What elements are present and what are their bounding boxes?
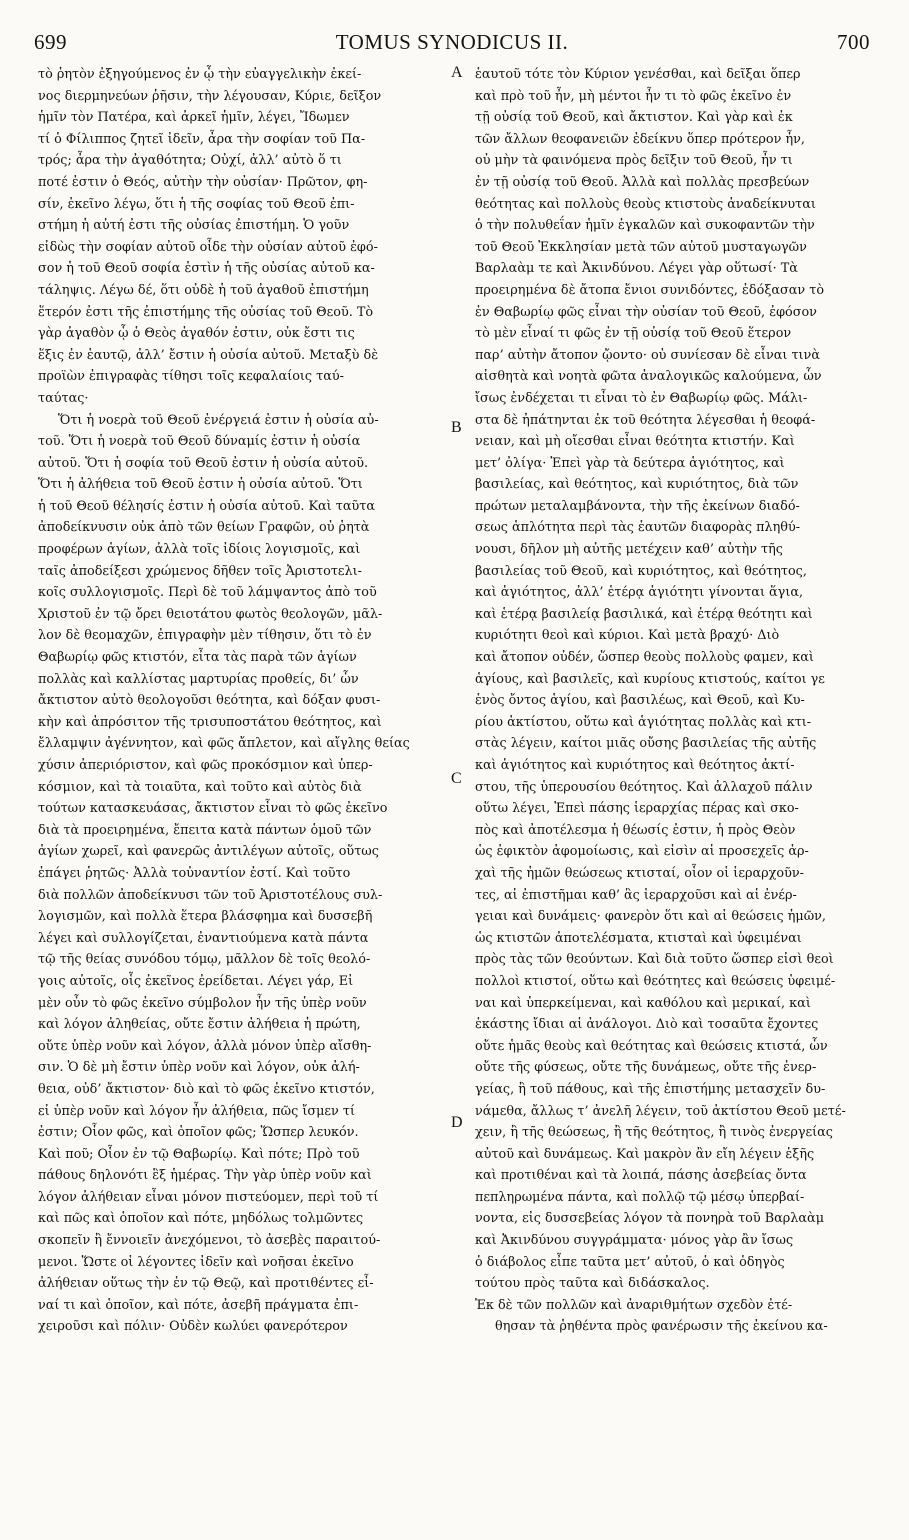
text-line: καὶ προτιθέναι καὶ τὰ λοιπά, πάσης ἀσεβείας ὄντα [475, 1168, 807, 1184]
text-line: ἔλλαμψιν ἀγέννητον, καὶ φῶς ἄπλετον, καὶ αἴγλης θείας [38, 736, 410, 752]
text-line: μετ’ ὀλίγα· Ἐπεὶ γὰρ τὰ δεύτερα ἁγιότητος, καὶ [475, 455, 785, 471]
text-line: προϊὼν ἐπιγραφὰς τίθησι τοῖς κεφαλαίοις ταύ- [38, 369, 344, 385]
text-line: ἁγίους, καὶ βασιλεῖς, καὶ κυρίους κτιστούς, καίτοι γε [475, 671, 825, 687]
text-line: ἁγίων χωρεῖ, καὶ φανερῶς ἀντιλέγων αὐτοῖς, οὕτως [38, 844, 379, 860]
text-line: τῷ τῆς θείας συνόδου τόμῳ, μᾶλλον δὲ τοῖς θεολό- [38, 952, 371, 968]
text-line: προειρημένα δὲ ἄτοπα ἔνιοι συνιδόντες, ἐδόξασαν τὸ [475, 282, 825, 298]
text-line: πολλὰς καὶ καλλίστας μαρτυρίας προθείς, δι’ ὧν [38, 671, 359, 687]
text-line: οὔτε τῆς φύσεως, οὔτε τῆς δυνάμεως, οὔτε τῆς ἐνερ- [475, 1060, 817, 1076]
text-line: καὶ πῶς καὶ ὁποῖον καὶ πότε, μηδόλως τολμῶντες [38, 1211, 364, 1227]
text-line: ἴσως ἐνδέχεται τι εἶναι τὸ ἐν Θαβωρίῳ φῶς. Μάλι- [475, 390, 808, 406]
text-line: ναι καὶ ὑπερκείμεναι, καὶ καθόλου καὶ μερικαί, καὶ [475, 995, 811, 1011]
text-line: γείας, ἢ τοῦ πάθους, καὶ τῆς ἐπιστήμης μετασχεῖν δυ- [475, 1081, 826, 1097]
text-line: καὶ ἁγιότητος καὶ κυριότητος καὶ θεότητος ἀκτί- [475, 758, 795, 773]
text-line: βασιλείας τοῦ Θεοῦ, καὶ κυριότητος, καὶ θεότητος, [475, 563, 807, 579]
text-line: ἀποδείκνυσιν οὐκ ἀπὸ τῶν θείων Γραφῶν, οὐ ῥητὰ [38, 520, 370, 536]
text-line: τί ὁ Φίλιππος ζητεῖ ἰδεῖν, ἆρα τὴν σοφίαν τοῦ Πα- [38, 131, 366, 147]
text-line: τρός; ἆρα τὴν ἀγαθότητα; Οὐχί, ἀλλ’ αὐτὸ ὅ τι [38, 153, 342, 169]
text-line: αἰσθητὰ καὶ νοητὰ φῶτα ἀναλογικῶς καλούμενα, ὧν [475, 369, 822, 385]
right-column [475, 64, 875, 1338]
text-line: ἀλήθειαν οὕτως τὴν ἐν τῷ Θεῷ, καὶ προτιθέντες εἶ- [38, 1276, 374, 1292]
text-line: Ὅτι ἡ ἀλήθεια τοῦ Θεοῦ ἐστιν ἡ οὐσία αὐτοῦ. Ὅτι [38, 477, 363, 493]
text-line: νειαν, καὶ μὴ οἴεσθαι εἶναι θεότητα κτιστήν. Καὶ [475, 434, 795, 450]
text-line: χαὶ τῆς ἡμῶν θεώσεως κτισταί, οἷον οἱ ἱεραρχοῦν- [475, 865, 804, 881]
text-line: ὁ τὴν πολυθεΐαν ἡμῖν ἐγκαλῶν καὶ συκοφαντῶν τὴν [475, 218, 815, 234]
text-line: ἐπάγει ῥητῶς· Ἀλλὰ τοὐναντίον ἐστί. Καὶ τοῦτο [38, 865, 351, 881]
text-line: ἐστιν; Οἷον φῶς, καὶ ὁποῖον φῶς; Ὥσπερ λευκόν. [38, 1125, 359, 1141]
text-line: χειροῦσι καὶ πόλιν· Οὐδὲν κωλύει φανερότερον [38, 1319, 348, 1335]
text-line: τούτων κατασκευάσας, ἄκτιστον εἶναι τὸ φῶς ἐκεῖνο [38, 801, 388, 817]
text-line: πολλοὶ κτιστοί, οὕτω καὶ θεότητες καὶ θεώσεις ὑφειμέ- [475, 973, 836, 989]
text-line: πὸς καὶ ἀποτέλεσμα ἡ θέωσίς ἐστιν, ἡ πρὸς Θεὸν [475, 822, 796, 838]
text-line: σίν, ἐκεῖνο λέγω, ὅτι ἡ τῆς σοφίας τοῦ Θεοῦ ἐπι- [38, 196, 355, 212]
text-line: ναί τι καὶ ὁποῖον, καὶ πότε, ἀσεβῆ πράγματα ἐπι- [38, 1297, 359, 1313]
text-line: οὔτε ἡμᾶς θεοὺς καὶ θεότητας καὶ θεώσεις κτιστά, ὧν [475, 1038, 828, 1054]
text-line: κὴν καὶ ἀπρόσιτον τῆς τρισυποστάτου θεότητος, καὶ [38, 714, 382, 730]
text-line: εἰ ὑπὲρ νοῦν καὶ λόγον ἦν ἀλήθεια, πῶς ἴσμεν τί [38, 1103, 355, 1119]
text-line: νοντα, εἰς δυσσεβείας λόγον τὰ πονηρὰ τοῦ Βαρλαὰμ [475, 1211, 825, 1227]
text-line: Καὶ ποῦ; Οἷον ἐν τῷ Θαβωρίῳ. Καὶ πότε; Πρὸ τοῦ [38, 1146, 360, 1162]
text-line: στα δὲ ἠπάτηνται ἐκ τοῦ θεότητα λέγεσθαι ἡ θεοφά- [475, 412, 816, 428]
text-line: Ὅτι ἡ νοερὰ τοῦ Θεοῦ ἐνέργειά ἐστιν ἡ οὐσία αὐ- [58, 412, 379, 428]
text-line: διὰ πολλῶν ἀποδείκνυσι τῶν τοῦ Ἀριστοτέλους συλ- [38, 887, 383, 903]
text-line: ἄκτιστον αὐτὸ θεολογοῦσι θεότητα, καὶ δόξαν φυσι- [38, 693, 381, 709]
text-line: στου, τῆς ὑπερουσίου θεότητος. Καὶ ἀλλαχοῦ πάλιν [475, 779, 813, 795]
text-line: τοῦ. Ὅτι ἡ νοερὰ τοῦ Θεοῦ δύναμίς ἐστιν ἡ οὐσία [38, 434, 361, 450]
text-line: τες, αἱ ἐπιστῆμαι καθ’ ἃς ἱεραρχοῦσι καὶ αἱ ἐνέρ- [475, 887, 797, 903]
text-line: ἡμῖν τὸν Πατέρα, καὶ ἀρκεῖ ἡμῖν, λέγει, Ἴδωμεν [38, 110, 350, 126]
text-line: βασιλείας, καὶ θεότητος, καὶ κυριότητος, διὰ τῶν [475, 477, 799, 493]
text-line: ἐν Θαβωρίῳ φῶς εἶναι τὴν οὐσίαν τοῦ Θεοῦ, ἐφόσον [475, 304, 817, 320]
text-line: στήμη ἡ αὐτή ἐστι τῆς οὐσίας ἐπιστήμη. Ὁ γοῦν [38, 218, 350, 234]
text-line: αὐτοῦ καὶ δυνάμεως. Καὶ μακρὸν ἂν εἴη λέγειν ἑξῆς [475, 1146, 815, 1162]
text-line: σιν. Ὁ δὲ μὴ ἔστιν ὑπὲρ νοῦν καὶ λόγον, οὐκ ἀλή- [38, 1060, 360, 1076]
text-line: γὰρ ἀγαθὸν ᾧ ὁ Θεὸς ἀγαθόν ἐστιν, οὐκ ἔστι τις [38, 326, 355, 342]
text-line: αὐτοῦ. Ὅτι ἡ σοφία τοῦ Θεοῦ ἐστιν ἡ οὐσία αὐτοῦ. [38, 455, 369, 471]
text-line: ὁ διάβολος εἶπε ταῦτα μετ’ αὐτοῦ, ὁ καὶ ὁδηγὸς [475, 1254, 785, 1270]
text-line: προφέρων ἁγίων, ἀλλὰ τοῖς ἰδίοις λογισμοῖς, καὶ [38, 542, 361, 558]
text-line: σον ἡ τοῦ Θεοῦ σοφία ἐστὶν ἡ τῆς οὐσίας αὐτοῦ κα- [38, 261, 375, 277]
text-line: ὡς ἐφικτὸν ἀφομοίωσις, καὶ εἰσὶν αἱ προσεχεῖς ἀρ- [475, 844, 809, 860]
text-line: πρὸς τὰς τῶν θεούντων. Καὶ διὰ τοῦτο ὥσπερ εἰσὶ θεοὶ [475, 952, 834, 968]
text-line: Χριστοῦ ἐν τῷ ὄρει θειοτάτου φωτὸς θεολογῶν, μᾶλ- [38, 606, 383, 622]
text-line: Βαρλαὰμ τε καὶ Ἀκινδύνου. Λέγει γὰρ οὕτωσί· Τὰ [475, 261, 798, 277]
text-line: κόσμιον, καὶ τὰ τοιαῦτα, καὶ τοῦτο καὶ αὐτὸς διὰ [38, 779, 362, 795]
text-line: παρ’ αὐτὴν ἄτοπον ᾤοντο· οὐ συνίεσαν δὲ εἶναι τινὰ [475, 347, 820, 363]
text-line: νουσι, δῆλον μὴ αὐτῆς μετέχειν καθ’ αὑτὴν τῆς [475, 542, 783, 558]
running-title: TOMUS SYNODICUS II. [335, 30, 569, 54]
text-line: σεως ἁπλότητα περὶ τὰς ἑαυτῶν διαφορὰς πληθύ- [475, 520, 801, 536]
margin-marker-b: B [451, 419, 462, 436]
text-line: πεπληρωμένα πάντα, καὶ πολλῷ τῷ μέσῳ ὑπερβαί- [475, 1189, 805, 1205]
text-line: κοῖς συλλογισμοῖς. Περὶ δὲ τοῦ λάμψαντος ἀπὸ τοῦ [38, 585, 377, 601]
text-line: λογισμῶν, καὶ πολλὰ ἕτερα βλάσφημα καὶ δυσσεβῆ [38, 909, 373, 925]
text-line: λέγει καὶ συλλογίζεται, ἐναντιούμενα κατὰ πάντα [38, 930, 369, 946]
text-line: γειαι καὶ δυνάμεις· φανερὸν ὅτι καὶ αἱ θεώσεις ἡμῶν, [475, 909, 826, 925]
page-number-right: 700 [837, 30, 870, 54]
text-line: Ἐκ δὲ τῶν πολλῶν καὶ ἀναριθμήτων σχεδὸν ἐτέ- [475, 1297, 793, 1313]
text-line: ρίου ἀκτίστου, οὕτω καὶ ἁγιότητας πολλὰς καὶ κτι- [475, 714, 812, 730]
text-line: θεια, οὐδ’ ἄκτιστον· διὸ καὶ τὸ φῶς ἐκεῖνο κτιστόν, [38, 1081, 375, 1097]
text-line: ὡς κτιστῶν ἀποτελέσματα, κτισταὶ καὶ ὑφειμέναι [475, 930, 802, 946]
text-line: λον δὲ θεομαχῶν, ἐπιγραφὴν μὲν τίθησιν, ὅτι τὸ ἐν [38, 628, 372, 644]
text-line: τῇ οὐσίᾳ τοῦ Θεοῦ, καὶ ἄκτιστον. Καὶ γὰρ καὶ ἐκ [475, 110, 793, 126]
text-line: τὸ ῥητὸν ἐξηγούμενος ἐν ᾧ τὴν εὐαγγελικὴν ἐκεί- [38, 67, 362, 82]
margin-marker-c: C [451, 770, 462, 787]
text-line: θεότητας καὶ πολλοὺς θεοὺς κτιστοὺς ἀναδείκνυται [475, 196, 816, 212]
text-line: ταῖς ἀποδείξεσι χρώμενος δῆθεν τοῖς Ἀριστοτελι- [38, 563, 363, 579]
text-line: ἡ τοῦ Θεοῦ θέλησίς ἐστιν ἡ οὐσία αὐτοῦ. Καὶ ταῦτα [38, 498, 375, 514]
text-line: τῶν ἄλλων θεοφανειῶν ἐδείκνυ ὅπερ πρότερον ἦν, [475, 131, 805, 147]
text-line: ἕξις ἐν ἑαυτῷ, ἀλλ’ ἔστιν ἡ οὐσία αὐτοῦ. Μεταξὺ δὲ [38, 347, 379, 363]
text-line: καὶ λόγον ἀληθείας, οὔτε ἔστιν ἀλήθεια ἡ πρώτη, [38, 1017, 361, 1033]
margin-marker-a: A [451, 64, 463, 81]
text-line: ταύτας· [38, 390, 89, 406]
left-column [38, 64, 453, 1338]
text-line: μὲν οὖν τὸ φῶς ἐκεῖνο σύμβολον ἦν τῆς ὑπὲρ νοῦν [38, 995, 367, 1011]
text-line: πάθους δηλονότι ἓξ ἡμέρας. Τὴν γὰρ ὑπὲρ νοῦν καὶ [38, 1168, 372, 1184]
text-line: οὐ μὴν τὰ φαινόμενα πρὸς δεῖξιν τοῦ Θεοῦ, ἦν τι [475, 153, 793, 169]
text-line: καὶ ἑτέρᾳ βασιλείᾳ βασιλικά, καὶ ἑτέρᾳ θεότητι καὶ [475, 606, 813, 622]
text-line: γοις αὐτοῖς, οἷς ἐκεῖνος ἐρείδεται. Λέγει γάρ, Εἰ [38, 973, 354, 989]
text-line: καὶ ἁγιότητος, ἀλλ’ ἑτέρᾳ ἁγιότητι γίνονται ἅγια, [475, 585, 804, 601]
text-line: διὰ τὰ προειρημένα, ἔπειτα κατὰ πάντων ὁμοῦ τῶν [38, 822, 372, 838]
margin-marker-d: D [451, 1114, 463, 1131]
text-line: ἕτερόν ἐστι τῆς ἐπιστήμης τῆς οὐσίας τοῦ Θεοῦ. Τὸ [38, 304, 374, 320]
text-line: καὶ πρὸ τοῦ ἦν, μὴ μέντοι ἦν τι τὸ φῶς ἐκεῖνο ἐν [475, 88, 792, 104]
page-number-left: 699 [34, 30, 67, 54]
text-line: ἑκάστης ἴδιαι αἱ ἀνάλογοι. Διὸ καὶ τοσαῦτα ἔχοντες [475, 1017, 819, 1033]
text-line: οὕτω λέγει, Ἐπεὶ πάσης ἱεραρχίας πέρας καὶ σκο- [475, 801, 799, 817]
text-line: τούτου πρὸς ταῦτα καὶ διδάσκαλος. [475, 1276, 710, 1292]
text-line: καὶ Ἀκινδύνου συγγράμματα· μόνος γὰρ ἂν ἴσως [475, 1233, 794, 1249]
text-line: εἰδὼς τὴν σοφίαν αὐτοῦ οἶδε τὴν οὐσίαν αὐτοῦ ἐφό- [38, 239, 378, 255]
text-line: σκοπεῖν ἢ ἔννοιεῖν ἀνεχόμενοι, τὸ ἀσεβὲς παραιτού- [38, 1233, 381, 1249]
text-line: μενοι. Ὥστε οἱ λέγοντες ἰδεῖν καὶ νοῆσαι ἐκεῖνο [38, 1254, 354, 1270]
text-line: λόγον ἀλήθειαν εἶναι μόνον πιστεύομεν, περὶ τοῦ τί [38, 1189, 379, 1205]
text-line: καὶ ἄτοπον οὐδέν, ὥσπερ θεοὺς πολλοὺς φαμεν, καὶ [475, 650, 814, 666]
text-line: στὰς λέγειν, καίτοι μιᾶς οὔσης βασιλείας τῆς αὐτῆς [475, 736, 817, 752]
text-line: Θαβωρίῳ φῶς κτιστόν, εἶτα τὰς παρὰ τῶν ἁγίων [38, 650, 357, 666]
text-line: ποτέ ἐστιν ὁ Θεός, αὐτὴν τὴν οὐσίαν· Πρῶτον, φη- [38, 174, 368, 190]
text-line: χειν, ἢ τῆς θεώσεως, ἢ τῆς θεότητος, ἢ τινὸς ἐνεργείας [475, 1125, 833, 1141]
text-line: πρώτων μεταλαμβάνοντα, τὴν τῆς ἐκείνων διαδό- [475, 498, 800, 514]
text-line: νος διερμηνεύων ῥῆσιν, τὴν λέγουσαν, Κύριε, δεῖξον [38, 88, 382, 104]
text-line: ἑαυτοῦ τότε τὸν Κύριον γενέσθαι, καὶ δεῖξαι ὅπερ [475, 67, 801, 82]
text-line: κυριότητι θεοὶ καὶ κύριοι. Καὶ μετὰ βραχύ· Διὸ [475, 628, 780, 644]
text-line: ἐν τῇ οὐσίᾳ τοῦ Θεοῦ. Ἀλλὰ καὶ πολλὰς πρεσβεύων [475, 174, 810, 190]
text-line: τάληψις. Λέγω δέ, ὅτι οὐδὲ ἡ τοῦ ἀγαθοῦ ἐπιστήμη [38, 282, 369, 298]
text-line: τοῦ Θεοῦ Ἐκκλησίαν μετὰ τῶν αὐτοῦ μυσταγωγῶν [475, 239, 807, 255]
text-line: νάμεθα, ἄλλως τ’ ἀνελῆ λέγειν, τοῦ ἀκτίστου Θεοῦ μετέ- [475, 1103, 846, 1119]
text-line: ἑνὸς ὄντος ἁγίου, καὶ βασιλέως, καὶ Θεοῦ, καὶ Κυ- [475, 693, 805, 709]
text-line: τὸ μὲν εἶναί τι φῶς ἐν τῇ οὐσίᾳ τοῦ Θεοῦ ἕτερον [475, 326, 792, 342]
running-header [34, 30, 870, 58]
text-line: χύσιν ἀπεριόριστον, καὶ φῶς προκόσμιον καὶ ὑπερ- [38, 758, 373, 773]
text-line: οὔτε ὑπὲρ νοῦν καὶ λόγον, ἀλλὰ μόνον ὑπὲρ αἴσθη- [38, 1038, 372, 1054]
text-line: θησαν τὰ ῥηθέντα πρὸς φανέρωσιν τῆς ἐκείνου κα- [495, 1319, 828, 1335]
